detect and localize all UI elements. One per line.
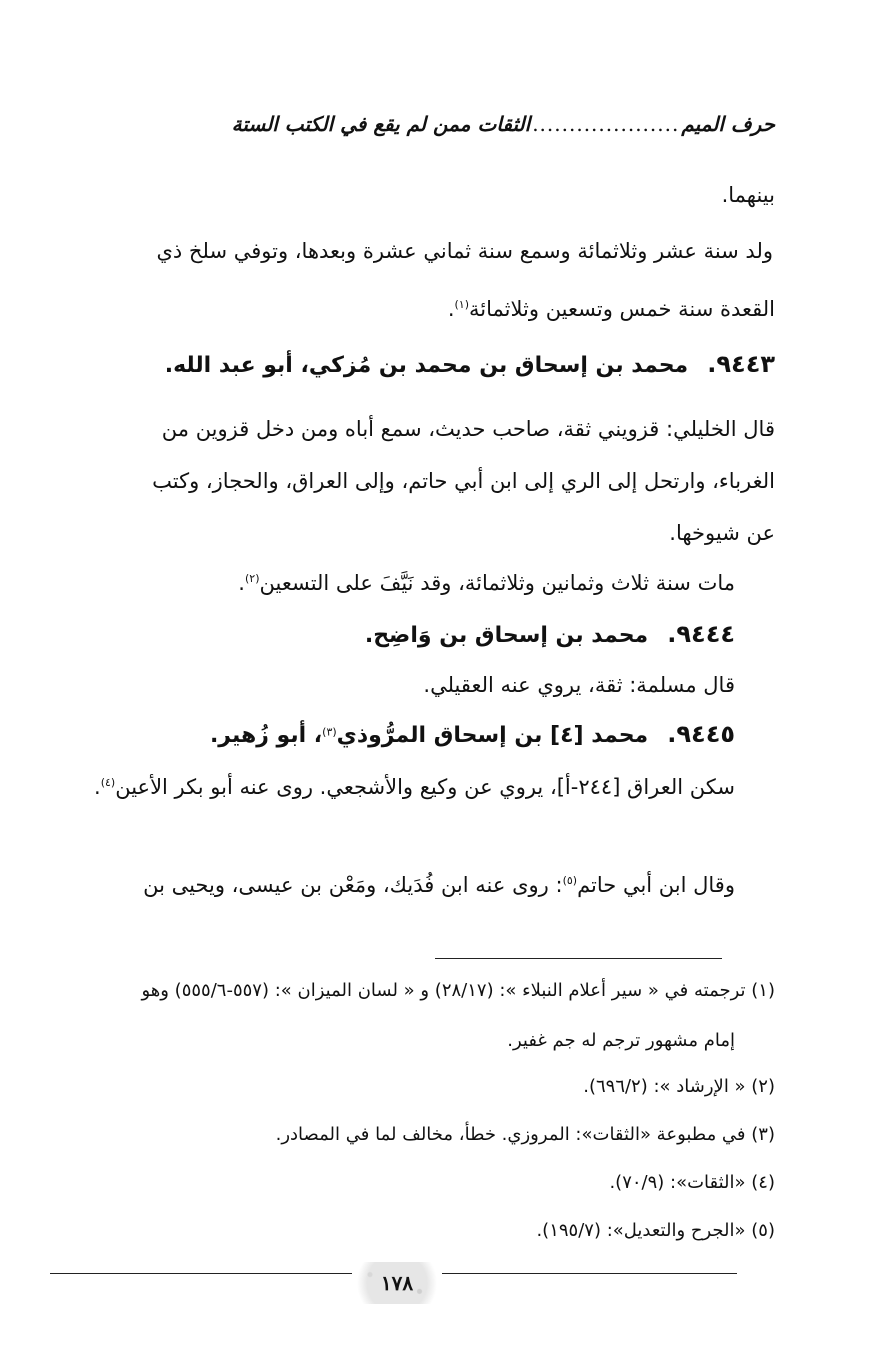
page-number: ١٧٨	[380, 1271, 414, 1295]
entry-heading-9444	[365, 620, 735, 648]
text-span: ولد سنة عشر وثلاثمائة وسمع سنة ثماني عشرة وبعدها، وتوفي سلخ ذي	[156, 239, 773, 263]
text-line	[722, 180, 775, 210]
bottom-rule-right	[442, 1273, 737, 1274]
footnote-2	[583, 1076, 775, 1097]
text-line	[448, 290, 775, 324]
bottom-rule-left	[50, 1273, 352, 1274]
text-span: سكن العراق [٢٤٤-أ]، يروي عن وكيع والأشجعي. روى عنه أبو بكر الأعين	[115, 775, 735, 799]
text-line	[669, 518, 775, 548]
header-chapter: حرف الميم	[681, 112, 775, 136]
text-span: : روى عنه ابن فُدَيك، ومَعْن بن عيسى، ويحيى بن	[143, 873, 563, 897]
text-line	[162, 414, 775, 444]
footnote-1	[141, 980, 775, 1001]
footnote-ref[interactable]: (٢)	[244, 572, 260, 585]
text-span: .	[447, 297, 455, 321]
footnote-1-cont	[507, 1030, 735, 1051]
footnote-4	[609, 1172, 775, 1193]
text-span: الغرباء، وارتحل إلى الري إلى ابن أبي حاتم، وإلى العراق، والحجاز، وكتب	[152, 469, 775, 493]
entry-heading-9445	[210, 720, 735, 748]
page-number-ornament	[352, 1262, 442, 1304]
footnote-ref[interactable]: (٣)	[322, 725, 337, 739]
running-header	[110, 112, 775, 136]
entry-name: محمد بن إسحاق بن وَاضِح.	[364, 623, 649, 648]
text-line	[238, 564, 735, 598]
header-dots: ....................	[532, 112, 680, 136]
text-line	[94, 768, 735, 802]
text-line	[152, 466, 775, 496]
text-span: قال مسلمة: ثقة، يروي عنه العقيلي.	[423, 673, 735, 697]
footnote-ref[interactable]: (٤)	[100, 776, 116, 789]
header-book-title: الثقات ممن لم يقع في الكتب الستة	[231, 112, 531, 136]
entry-heading-9443	[165, 350, 775, 378]
footnote-text: (٢) « الإرشاد »: (٦٩٦/٢).	[583, 1076, 775, 1097]
text-span: مات سنة ثلاث وثمانين وثلاثمائة، وقد نَيَّفَ على التسعين	[259, 571, 735, 595]
footnote-ref[interactable]: (١)	[454, 298, 470, 311]
entry-name-kunya: ، أبو زُهير.	[209, 723, 323, 748]
entry-number: ٩٤٤٣.	[707, 350, 775, 378]
footnote-5	[536, 1220, 775, 1241]
text-span: القعدة سنة خمس وتسعين وثلاثمائة	[469, 297, 775, 321]
text-span: وقال ابن أبي حاتم	[577, 873, 735, 897]
entry-number: ٩٤٤٤.	[667, 620, 735, 648]
footnote-3	[276, 1124, 775, 1145]
text-span: قال الخليلي: قزويني ثقة، صاحب حديث، سمع أباه ومن دخل قزوين من	[161, 417, 775, 441]
footnote-text: (٤) «الثقات»: (٧٠/٩).	[609, 1172, 775, 1193]
text-line	[423, 670, 735, 700]
entry-name: محمد بن إسحاق بن محمد بن مُزكي، أبو عبد الله.	[164, 353, 689, 378]
footnote-text: (٣) في مطبوعة «الثقات»: المروزي. خطأ، مخالف لما في المصادر.	[275, 1124, 775, 1145]
footnote-text: (١) ترجمته في « سير أعلام النبلاء »: (٢٨/١٧) و « لسان الميزان »: (٥٥٧-٥٥٥/٦) وهو	[141, 980, 775, 1001]
footnote-text: إمام مشهور ترجم له جم غفير.	[507, 1030, 735, 1051]
text-line	[156, 236, 773, 266]
text-span: .	[94, 775, 101, 799]
text-line	[143, 866, 735, 900]
text-span: .	[238, 571, 245, 595]
text-span: بينهما.	[721, 183, 775, 207]
text-span: عن شيوخها.	[669, 521, 775, 545]
footnote-ref[interactable]: (٥)	[562, 874, 578, 887]
entry-name: محمد [٤] بن إسحاق المرُّوذي	[336, 723, 649, 748]
footnote-text: (٥) «الجرح والتعديل»: (١٩٥/٧).	[536, 1220, 775, 1241]
entry-number: ٩٤٤٥.	[667, 720, 735, 748]
footnote-separator	[435, 958, 722, 959]
